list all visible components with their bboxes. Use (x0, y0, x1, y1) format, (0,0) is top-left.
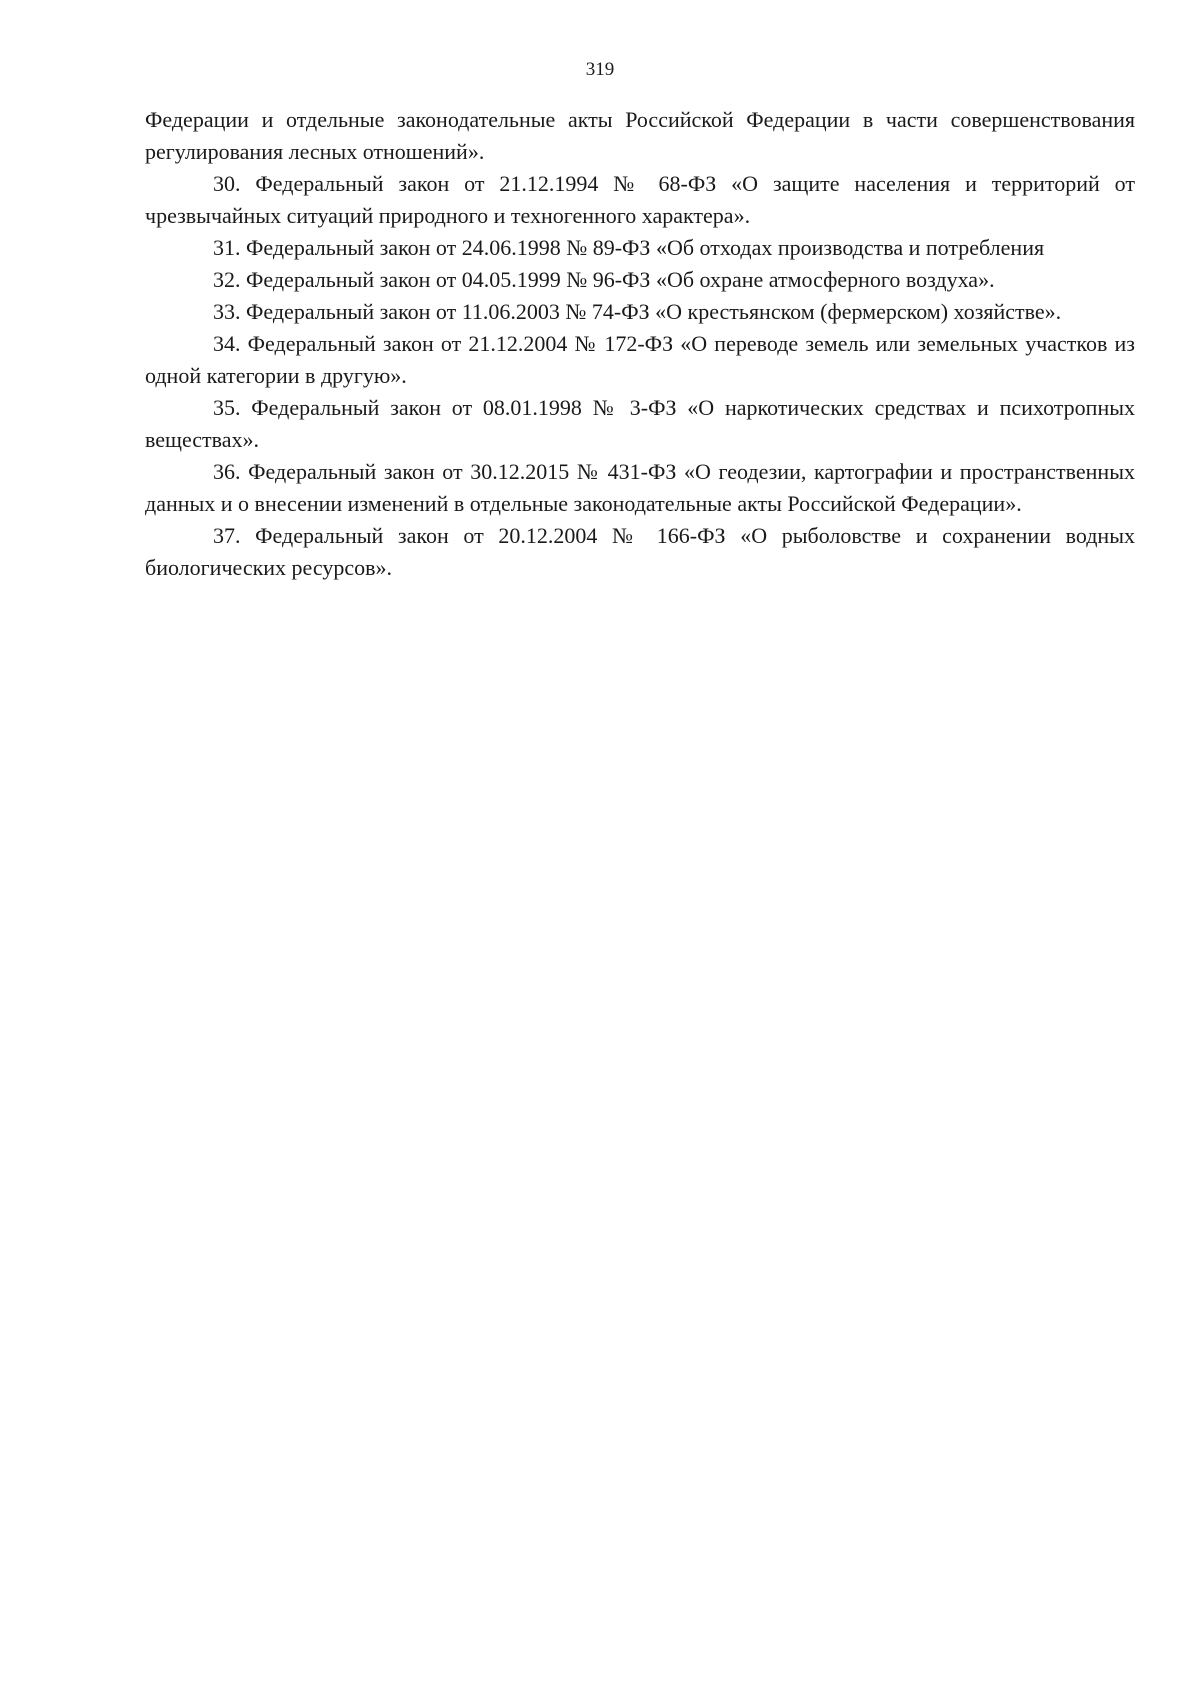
list-item-33: 33. Федеральный закон от 11.06.2003 № 74-ФЗ «О крестьянском (фермерском) хозяйстве». (213, 299, 1062, 324)
list-item-34: 34. Федеральный закон от 21.12.2004 № 172-ФЗ «О переводе земель или земельных участков из одной категории в другую». (145, 331, 1135, 388)
paragraph-continuation: Федерации и отдельные законодательные акты Российской Федерации в части совершенствования регулирования лесных отношений». (145, 107, 1135, 164)
list-item-32: 32. Федеральный закон от 04.05.1999 № 96-ФЗ «Об охране атмосферного воздуха». (213, 267, 995, 292)
list-item-31: 31. Федеральный закон от 24.06.1998 № 89-ФЗ «Об отходах производства и потребления (213, 235, 1045, 260)
list-item-37: 37. Федеральный закон от 20.12.2004 № 166-ФЗ «О рыболовстве и сохранении водных биологических ресурсов». (145, 523, 1135, 580)
list-item-36: 36. Федеральный закон от 30.12.2015 № 431-ФЗ «О геодезии, картографии и пространственных данных и о внесении изменений в отдельные законодательные акты Российской Федерации». (145, 459, 1135, 516)
list-item-30: 30. Федеральный закон от 21.12.1994 № 68-ФЗ «О защите населения и территорий от чрезвычайных ситуаций природного и техногенного характера». (145, 171, 1135, 228)
list-item-35: 35. Федеральный закон от 08.01.1998 № 3-ФЗ «О наркотических средствах и психотропных веществах». (145, 395, 1135, 452)
page-number: 319 (585, 59, 615, 80)
document-body (145, 104, 1135, 584)
